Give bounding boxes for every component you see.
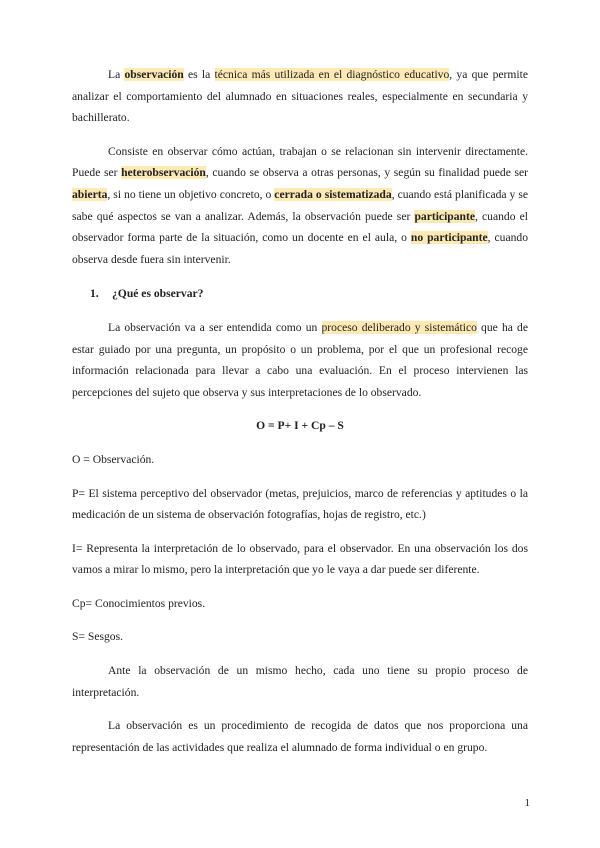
def-s: S= Sesgos. bbox=[72, 630, 123, 644]
def-i: I= Representa la interpretación de lo observado, para el observador. En una observación los dos vamos a mirar lo mismo, pero la interpretación que yo le vaya a dar puede ser diferente. bbox=[72, 541, 528, 577]
section-number: 1. bbox=[90, 287, 99, 301]
term-heterobservacion: heterobservación bbox=[121, 166, 206, 180]
page-number: 1 bbox=[524, 797, 530, 809]
term-abierta: abierta bbox=[72, 187, 108, 201]
term-participante: participante bbox=[414, 209, 475, 223]
term-observacion: observación bbox=[124, 68, 184, 81]
term-tecnica: técnica más utilizada en el diagnóstico educativo bbox=[214, 68, 450, 81]
term-proceso: proceso deliberado y sistemático bbox=[321, 320, 477, 334]
data-collection-paragraph: La observación es un procedimiento de recogida de datos que nos proporciona una representación de las actividades que realiza el alumnado de forma individual o en grupo. bbox=[72, 719, 528, 754]
types-paragraph: Consiste en observar cómo actúan, trabajan o se relacionan sin intervenir directamente. Puede ser heterobservación, cuando se observa a otras personas, y según su finalidad puede ser abierta, si no tiene un objetivo concreto, o cerrada o sistematizada, cuando está planificada y se sabe qué aspectos se van a analizar. Además, la observación puede ser participante, cuando el observador forma parte de la situación, como un docente en el aula, o no participante, cuando observa desde fuera sin intervenir. bbox=[72, 144, 528, 266]
document-page bbox=[72, 64, 528, 758]
term-cerrada: cerrada o sistematizada bbox=[274, 187, 392, 201]
term-no-participante: no participante bbox=[410, 231, 488, 245]
formula: O = P+ I + Cp – S bbox=[256, 419, 344, 433]
def-o: O = Observación. bbox=[72, 452, 155, 466]
section-title: ¿Qué es observar? bbox=[112, 287, 204, 301]
section-heading bbox=[72, 283, 528, 305]
definition-paragraph: La observación va a ser entendida como un proceso deliberado y sistemático que ha de estar guiado por una pregunta, un propósito o un problema, por el que un profesional recoge información relacionada para llevar a cabo una evaluación. En el proceso intervienen las percepciones del sujeto que observa y sus interpretaciones de lo observado. bbox=[72, 320, 528, 399]
def-p: P= El sistema perceptivo del observador (metas, prejuicios, marco de referencias y aptitudes o la medicación de un sistema de observación fotografías, hojas de registro, etc.) bbox=[72, 486, 528, 522]
def-cp: Cp= Conocimientos previos. bbox=[72, 596, 206, 610]
interpretation-paragraph: Ante la observación de un mismo hecho, cada uno tiene su propio proceso de interpretación. bbox=[72, 664, 528, 699]
intro-paragraph: La observación es la técnica más utilizada en el diagnóstico educativo, ya que permite analizar el comportamiento del alumnado en situaciones reales, especialmente en secundaria y bachillerato. bbox=[72, 68, 528, 125]
